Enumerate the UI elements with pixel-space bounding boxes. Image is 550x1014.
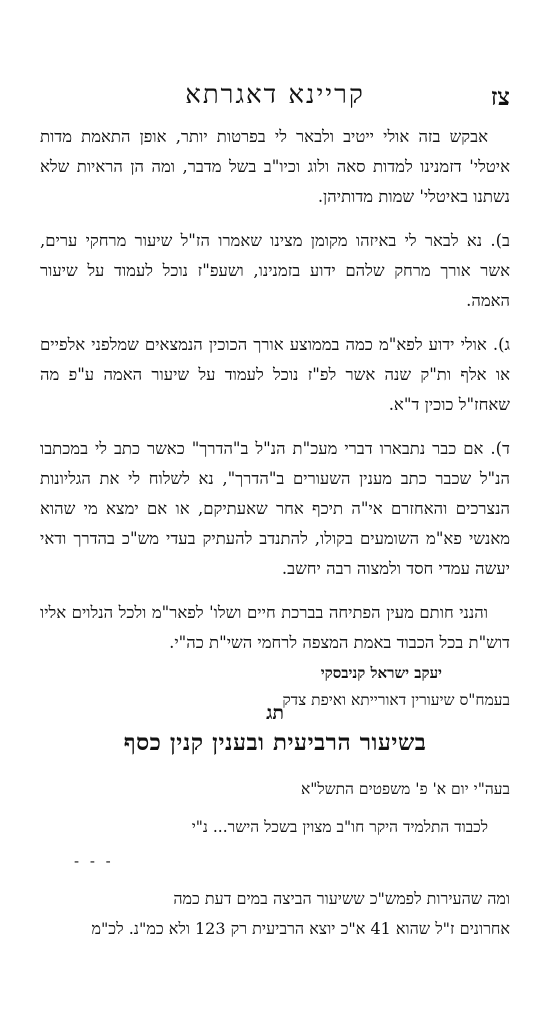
letter-body [40,122,510,714]
paragraph-intro: אבקש בזה אולי ייטיב ולבאר לי בפרטות יותר, אופן התאמת מדות איטלי' דזמנינו למדות סאה ולוג וכיו"ב בשל מדבר, ומה הן הראיות שלא נשתנו באיטלי' שמות מדותיהן. [40,127,510,206]
paragraph-d: ד). אם כבר נתבארו דברי מעכ"ת הנ"ל ב"הדרך" כאשר כתב לי במכתבו הנ"ל שכבר כתב מענין השעורים ב"הדרך", נא לשלוח לי את הגליונות הנצרכים והאחזרם אי"ה תיכף אחר שאעתיקם, או אם ימצא מי שהוא מאנשי פא"מ השומעים בקולו, להתנדב להעתיק בעדי מש"כ בהדרך ודאי יעשה עמדי חסד ולמצוה רבה יחשב. [40,439,510,578]
paragraph-closing: והנני חותם מעין הפתיחה בברכת חיים ושלו' לפאר"מ ולכל הנלוים אליו דוש"ת בכל הכבוד באמת המצפה לרחמי השי"ת כה"י. [40,603,510,652]
continuation-text [40,884,510,944]
text-line: אחרונים ז"ל שהוא 41 א"כ יוצא הרביעית רק 123 ולא כמ"נ. לכ"מ [91,919,510,938]
paragraph-b: ב). נא לבאר לי באיזהו מקומן מצינו שאמרו הז"ל שיעור מרחקי ערים, אשר אורך מרחק שלהם ידוע בזמנינו, ושעפ"ז נוכל לעמוד על שיעור האמה. [40,231,510,310]
paragraph-g: ג). אולי ידוע לפא"מ כמה בממוצע אורך הכוכין הנמצאים שמלפני אלפיים או אלף ות"ק שנה אשר לפ"ז נוכל לעמוד על שיעור האמה ע"פ מה שאחז"ל כוכין ד"א. [40,335,510,414]
separator-dashes: - - - [74,852,114,870]
dateline: בעה"י יום א' פ' משפטים התשל"א [300,780,510,798]
signature-name: יעקב ישראל קניבסקי [320,664,442,682]
salutation: לכבוד התלמיד היקר חו"ב מצוין בשכל הישר... נ"י [191,818,488,836]
page-header [40,80,510,120]
signature-title: בעמח"ס שיעורין דאורייתא ואיפת צדק [282,691,510,709]
text-line: ומה שהעירות לפמש"כ ששיעור הביצה במים דעת כמה [173,889,510,908]
page-number: צז [490,82,510,111]
section-number: תג [266,702,284,724]
section-title: בשיעור הרביעית ובענין קנין כסף [123,729,427,756]
section-heading [40,700,510,760]
running-title: קריינא דאגרתא [185,80,365,110]
